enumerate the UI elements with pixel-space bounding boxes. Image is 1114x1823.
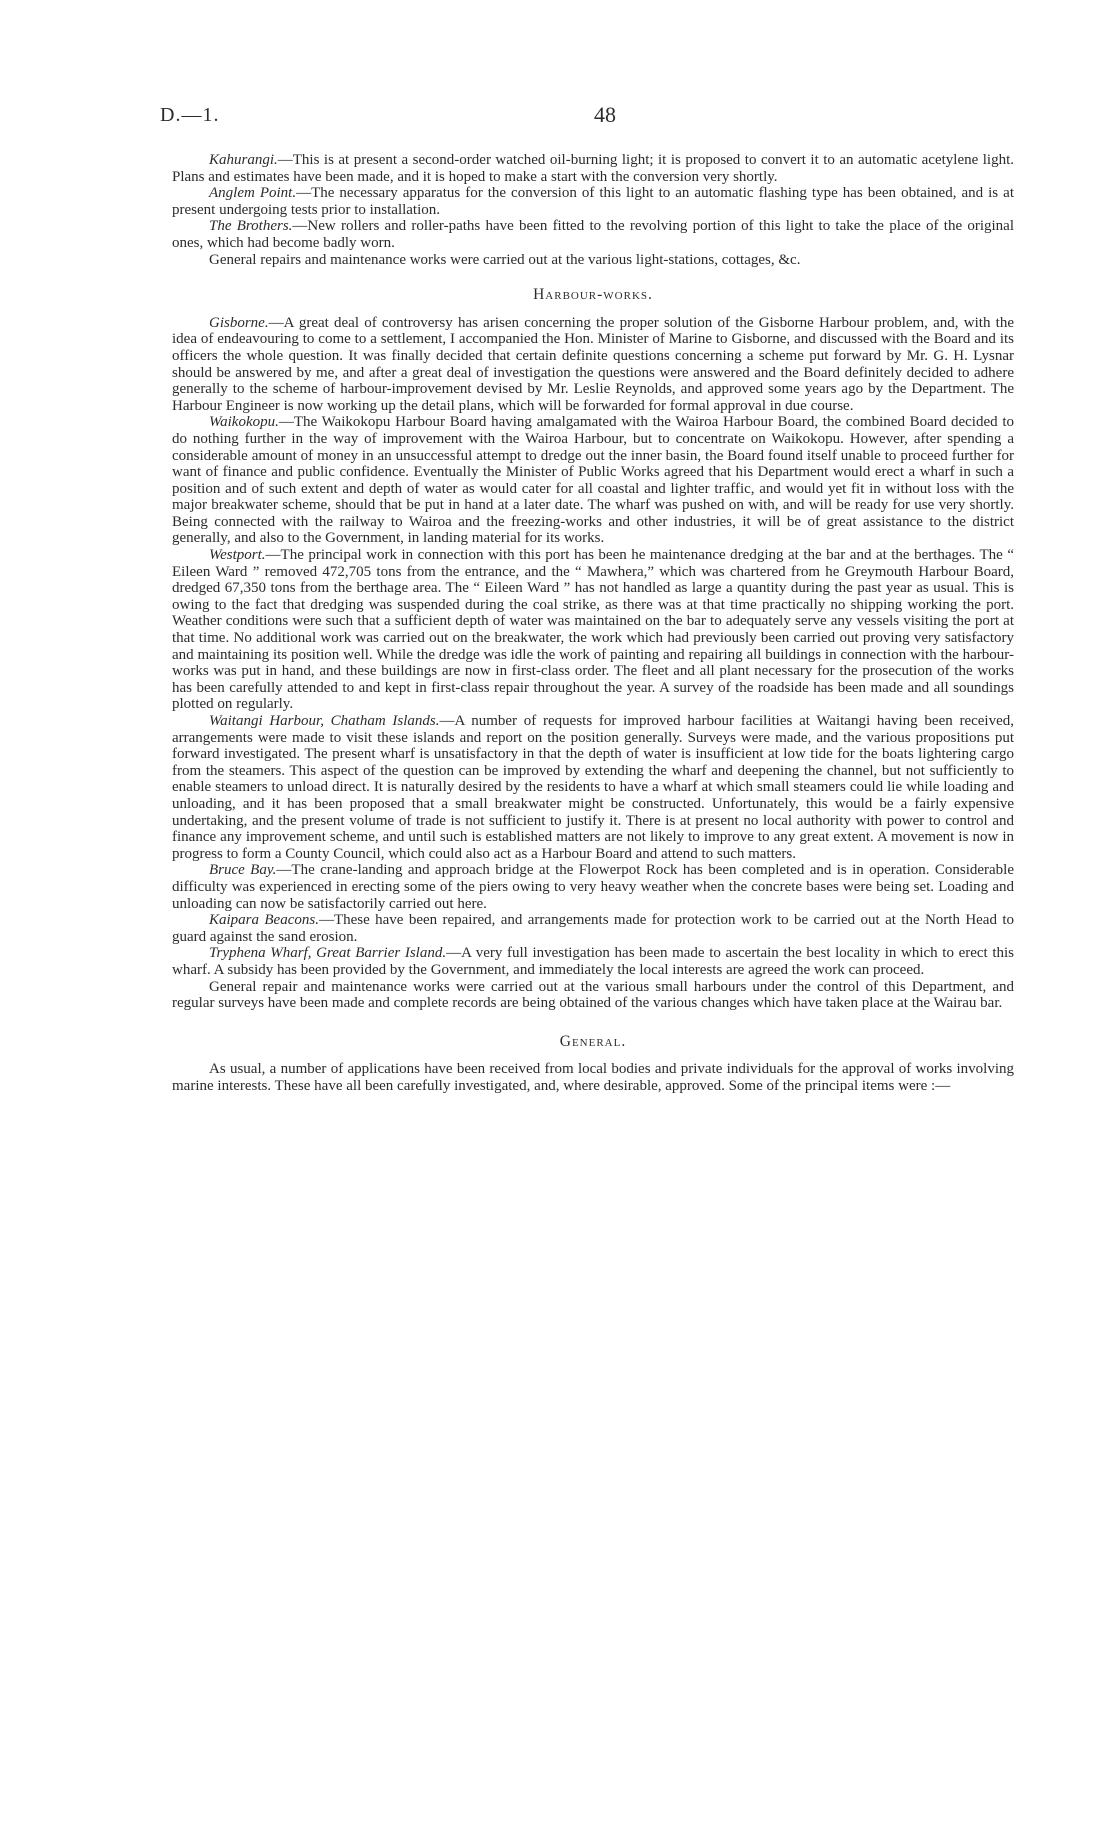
paragraph-heading: Tryphena Wharf, Great Barrier Island. bbox=[209, 945, 447, 962]
paragraph-gisborne bbox=[172, 315, 1014, 415]
paragraph-westport bbox=[172, 547, 1014, 713]
paragraph-text: General repair and maintenance works were carried out at the various small harbours under the control of this Department, and regular surveys have been made and complete records are being obtained of the various changes which have taken place at the Wairau bar. bbox=[172, 978, 1014, 1012]
paragraph-text: —A great deal of controversy has arisen concerning the proper solution of the Gisborne Harbour problem, and, with the idea of endeavouring to come to a settlement, I accompanied the Hon. Minister of Marine to Gisborne, and discussed with the Board and its officers the whole question. It was finally decided that certain definite questions concerning a scheme put forward by Mr. G. H. Lysnar should be answered by me, and after a great deal of investigation the questions were answered and the Board definitely decided to adhere generally to the scheme of harbour-improvement devised by Mr. Leslie Reynolds, and approved some years ago by the Department. The Harbour Engineer is now working up the detail plans, which will be forwarded for formal approval in due course. bbox=[172, 314, 1014, 414]
paragraph-text: —The crane-landing and approach bridge at the Flowerpot Rock has been completed and is in operation. Considerable difficulty was experienced in erecting some of the piers owing to very heavy weather when the concrete bases were being set. Loading and unloading can now be satisfactorily carried out here. bbox=[172, 862, 1014, 912]
paragraph-tryphena-wharf bbox=[172, 945, 1014, 978]
paragraph-heading: Bruce Bay. bbox=[209, 862, 277, 879]
paragraph-kaipara-beacons bbox=[172, 912, 1014, 945]
paragraph-heading: Gisborne. bbox=[209, 314, 269, 331]
paragraph-heading: Anglem Point. bbox=[209, 185, 297, 202]
section-title-general: General. bbox=[559, 1032, 627, 1050]
paragraph-bruce-bay bbox=[172, 862, 1014, 912]
document-reference: D.—1. bbox=[160, 104, 220, 126]
paragraph-heading: Waikokopu. bbox=[209, 414, 279, 431]
paragraph-the-brothers bbox=[172, 218, 1014, 251]
section-title-harbour-works: Harbour-works. bbox=[533, 286, 653, 304]
paragraph-waikokopu bbox=[172, 414, 1014, 547]
paragraph-heading: The Brothers. bbox=[209, 218, 293, 235]
paragraph-text: —The Waikokopu Harbour Board having amalgamated with the Wairoa Harbour Board, the combined Board decided to do nothing further in the way of improvement with the Wairoa Harbour, but to concentrate on Waikokopu. However, after spending a considerable amount of money in an unsuccessful attempt to dredge out the inner basin, the Board found itself unable to proceed further for want of finance and public confidence. Eventually the Minister of Public Works agreed that his Department would erect a wharf in such a position and of such extent and depth of water as would cater for all coastal and lighter traffic, and would yet fit in without loss with the major breakwater scheme, should that be put in hand at a later date. The wharf was pushed on with, and will be ready for use very shortly. Being connected with the railway to Wairoa and the freezing-works and other industries, it will be of great assistance to the district generally, and also to the Government, in landing material for its works. bbox=[172, 414, 1014, 547]
paragraph-waitangi-harbour bbox=[172, 713, 1014, 862]
page-body bbox=[172, 152, 1014, 1094]
paragraph-text: —New rollers and roller-paths have been fitted to the revolving portion of this light to take the place of the original ones, which had become badly worn. bbox=[172, 218, 1014, 251]
paragraph-anglem-point bbox=[172, 185, 1014, 218]
paragraph-text: —A number of requests for improved harbour facilities at Waitangi having been received, arrangements were made to visit these islands and report on the position generally. Surveys were made, and the various propositions put forward investigated. The present wharf is unsatisfactory in that the depth of water is insufficient at low tide for the boats lightering cargo from the steamers. This aspect of the question can be improved by extending the wharf and deepening the channel, but not sufficiently to enable steamers to unload direct. It is naturally desired by the residents to have a wharf at which small steamers could lie while loading and unloading, and it has been proposed that a small breakwater might be constructed. Unfortunately, this would be a fairly expensive undertaking, and the present volume of trade is not sufficient to justify it. There is at present no local authority with power to control and finance any improvement scheme, and until such is established matters are not likely to improve to any great extent. A movement is now in progress to form a County Council, which could also act as a Harbour Board and attend to such matters. bbox=[172, 713, 1014, 862]
page-header bbox=[160, 104, 1050, 134]
paragraph-text: —The necessary apparatus for the conversion of this light to an automatic flashing type has been obtained, and is at present undergoing tests prior to installation. bbox=[172, 185, 1014, 218]
page-number: 48 bbox=[594, 102, 616, 127]
paragraph-kahurangi bbox=[172, 152, 1014, 185]
paragraph-lights-general: General repairs and maintenance works were carried out at the various light-stations, cottages, &c. bbox=[209, 251, 801, 268]
paragraph-heading: Kahurangi. bbox=[209, 152, 278, 168]
paragraph-general: As usual, a number of applications have been received from local bodies and private individuals for the approval of works involving marine interests. These have all been carefully investigated, and, where desirable, approved. Some of the principal items were :— bbox=[172, 1061, 1014, 1094]
paragraph-text: —A very full investigation has been made to ascertain the best locality in which to erect this wharf. A subsidy has been provided by the Government, and immediately the local interests are agreed the work can proceed. bbox=[172, 945, 1015, 978]
paragraph-heading: Waitangi Harbour, Chatham Islands. bbox=[209, 713, 440, 729]
paragraph-text: —These have been repaired, and arrangements made for protection work to be carried out at the North Head to guard against the sand erosion. bbox=[172, 912, 1015, 945]
paragraph-text: —The principal work in connection with this port has been he maintenance dredging at the bar and at the berthages. The “ Eileen Ward ” removed 472,705 tons from the entrance, and the “ Mawhera,” which was chartered from he Greymouth Harbour Board, dredged 67,350 tons from the berthage area. The “ Eileen Ward ” has not handled as large a quantity during the past year as usual. This is owing to the fact that dredging was suspended during the coal strike, as there was at that time practically no shipping working the port. Weather conditions were such that a sufficient depth of water was maintained on the bar to adequately serve any vessels visiting the port at that time. No additional work was carried out on the breakwater, the work which had previously been carried out proving very satisfactory and maintaining its position well. While the dredge was idle the work of painting and repairing all buildings in connection with the harbour-works was put in hand, and these buildings are now in first-class order. The fleet and all plant necessary for the prosecution of the works has been carefully attended to and kept in first-class repair throughout the year. A survey of the roadside has been made and all soundings plotted on regularly. bbox=[172, 547, 1014, 713]
paragraph-text: —This is at present a second-order watched oil-burning light; it is proposed to convert it to an automatic acetylene light. Plans and estimates have been made, and it is hoped to make a start with the conversion very shortly. bbox=[172, 152, 1014, 185]
paragraph-heading: Westport. bbox=[209, 547, 266, 564]
paragraph-harbours-general bbox=[172, 979, 1014, 1012]
paragraph-heading: Kaipara Beacons. bbox=[209, 912, 319, 929]
